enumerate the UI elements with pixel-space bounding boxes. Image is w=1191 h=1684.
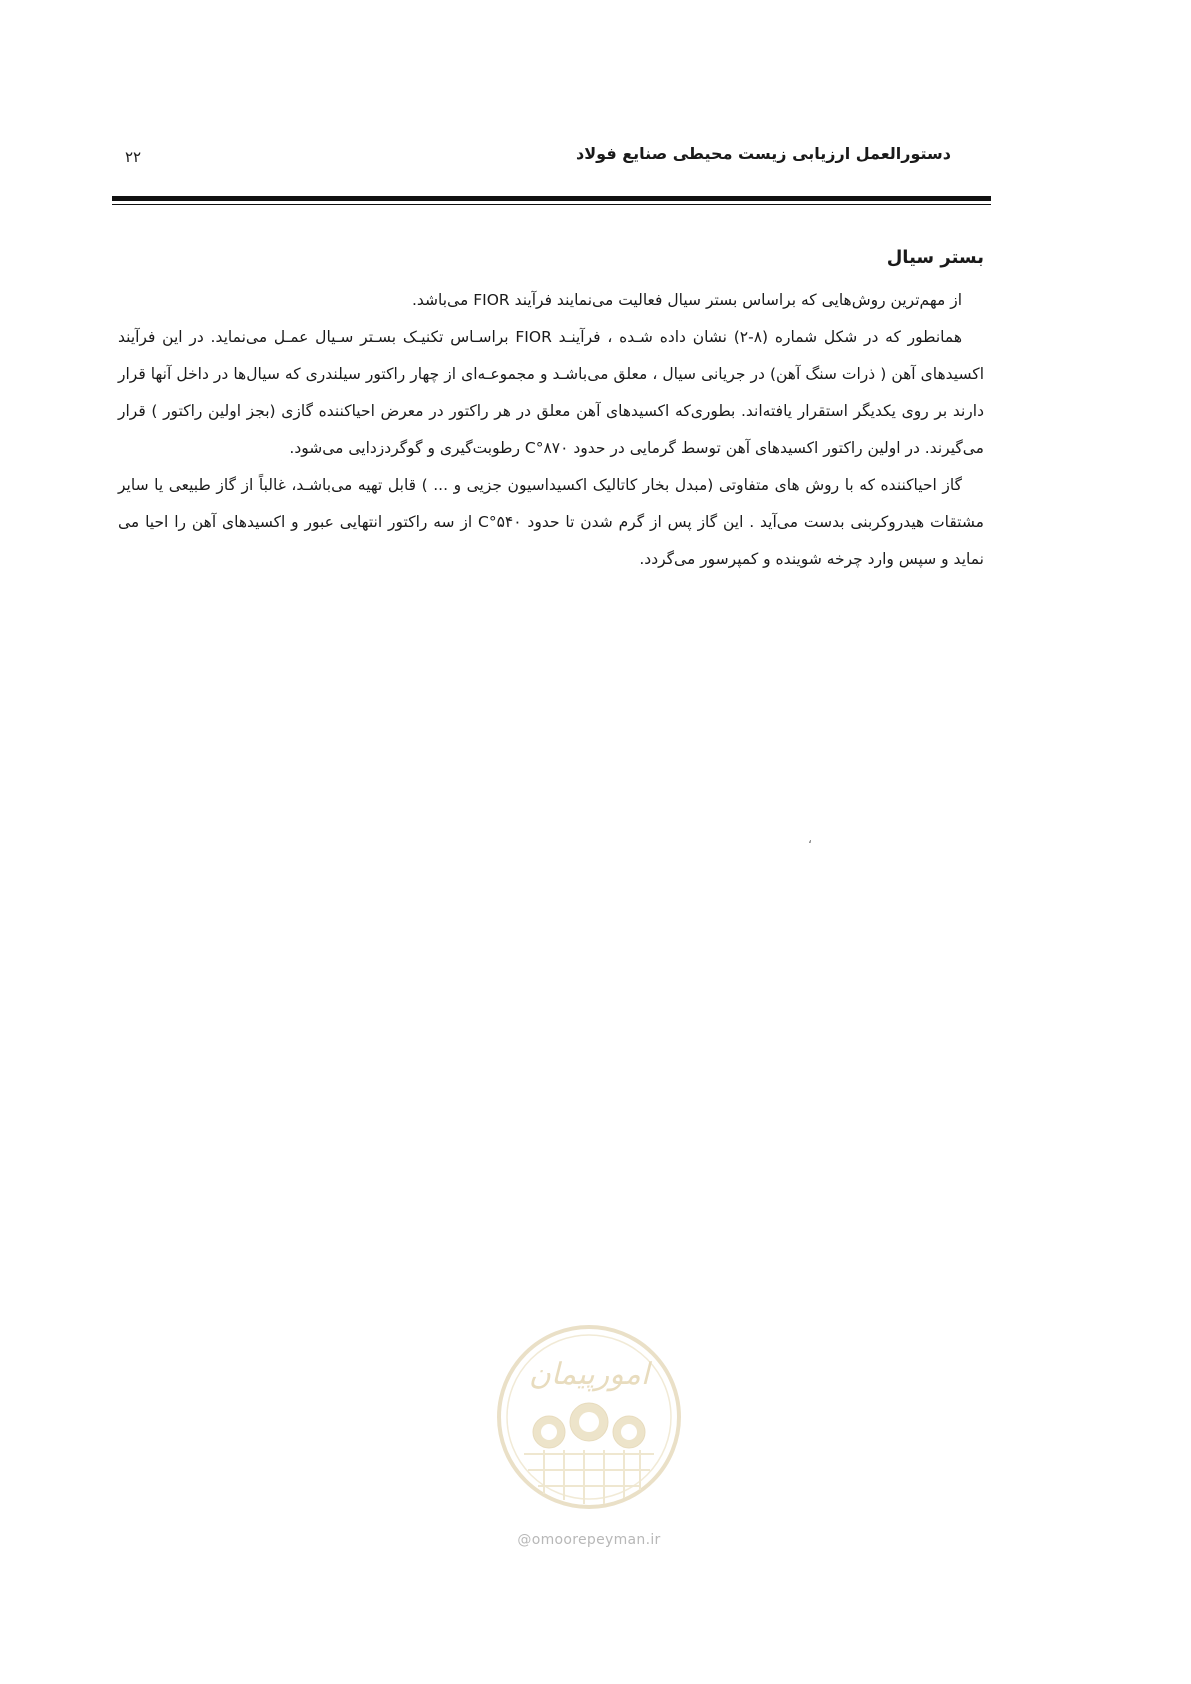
header-rule-thick: [112, 196, 991, 201]
watermark-logo: [494, 1322, 684, 1512]
stray-mark: ،: [808, 832, 812, 846]
paragraph-intro: از مهم‌ترین روش‌هایی که براساس بستر سیال فعالیت می‌نمایند فرآیند FIOR می‌باشد.: [411, 291, 962, 309]
svg-text:امورپیمان: امورپیمان: [528, 1357, 650, 1392]
section-heading: بستر سیال: [886, 247, 984, 268]
main-content: [118, 244, 984, 578]
page-number: ۲۲: [125, 148, 142, 166]
running-header-title: دستورالعمل ارزیابی زیست محیطی صنایع فولاد: [576, 144, 951, 163]
header-rule-thin: [112, 204, 991, 205]
paragraph-reducing-gas: گاز احیاکننده که با روش های متفاوتی (مبدل بخار کاتالیک اکسیداسیون جزیی و ... ) قابل تهیه می‌باشـد، غالباً از گاز طبیعی یا سایر مشتقات هیدروکربنی بدست می‌آید . این گاز پس از گرم شدن تا حدود ۵۴۰°C از سه راکتور انتهایی عبور و اکسیدهای آهن را احیا می نماید و سپس وارد چرخه شوینده و کمپرسور می‌گردد.: [118, 476, 984, 568]
paragraph-fior-process: همانطور که در شکل شماره (۸-۲) نشان داده شـده ، فرآینـد FIOR براسـاس تکنیـک بسـتر سـیال عمـل می‌نماید. در این فرآیند اکسیدهای آهن ( ذرات سنگ آهن) در جریانی سیال ، معلق می‌باشـد و مجموعـه‌ای از چهار راکتور سیلندری که سیال‌ها در داخل آنها قرار دارند بر روی یکدیگر استقرار یافته‌اند. بطوری‌که اکسیدهای آهن معلق در هر راکتور در معرض احیاکننده گازی (بجز اولین راکتور ) قرار می‌گیرند. در اولین راکتور اکسیدهای آهن توسط گرمایی در حدود ۸۷۰°C رطوبت‌گیری و گوگردزدایی می‌شود.: [118, 328, 984, 457]
watermark-website: @omoorepeyman.ir: [517, 1532, 661, 1548]
